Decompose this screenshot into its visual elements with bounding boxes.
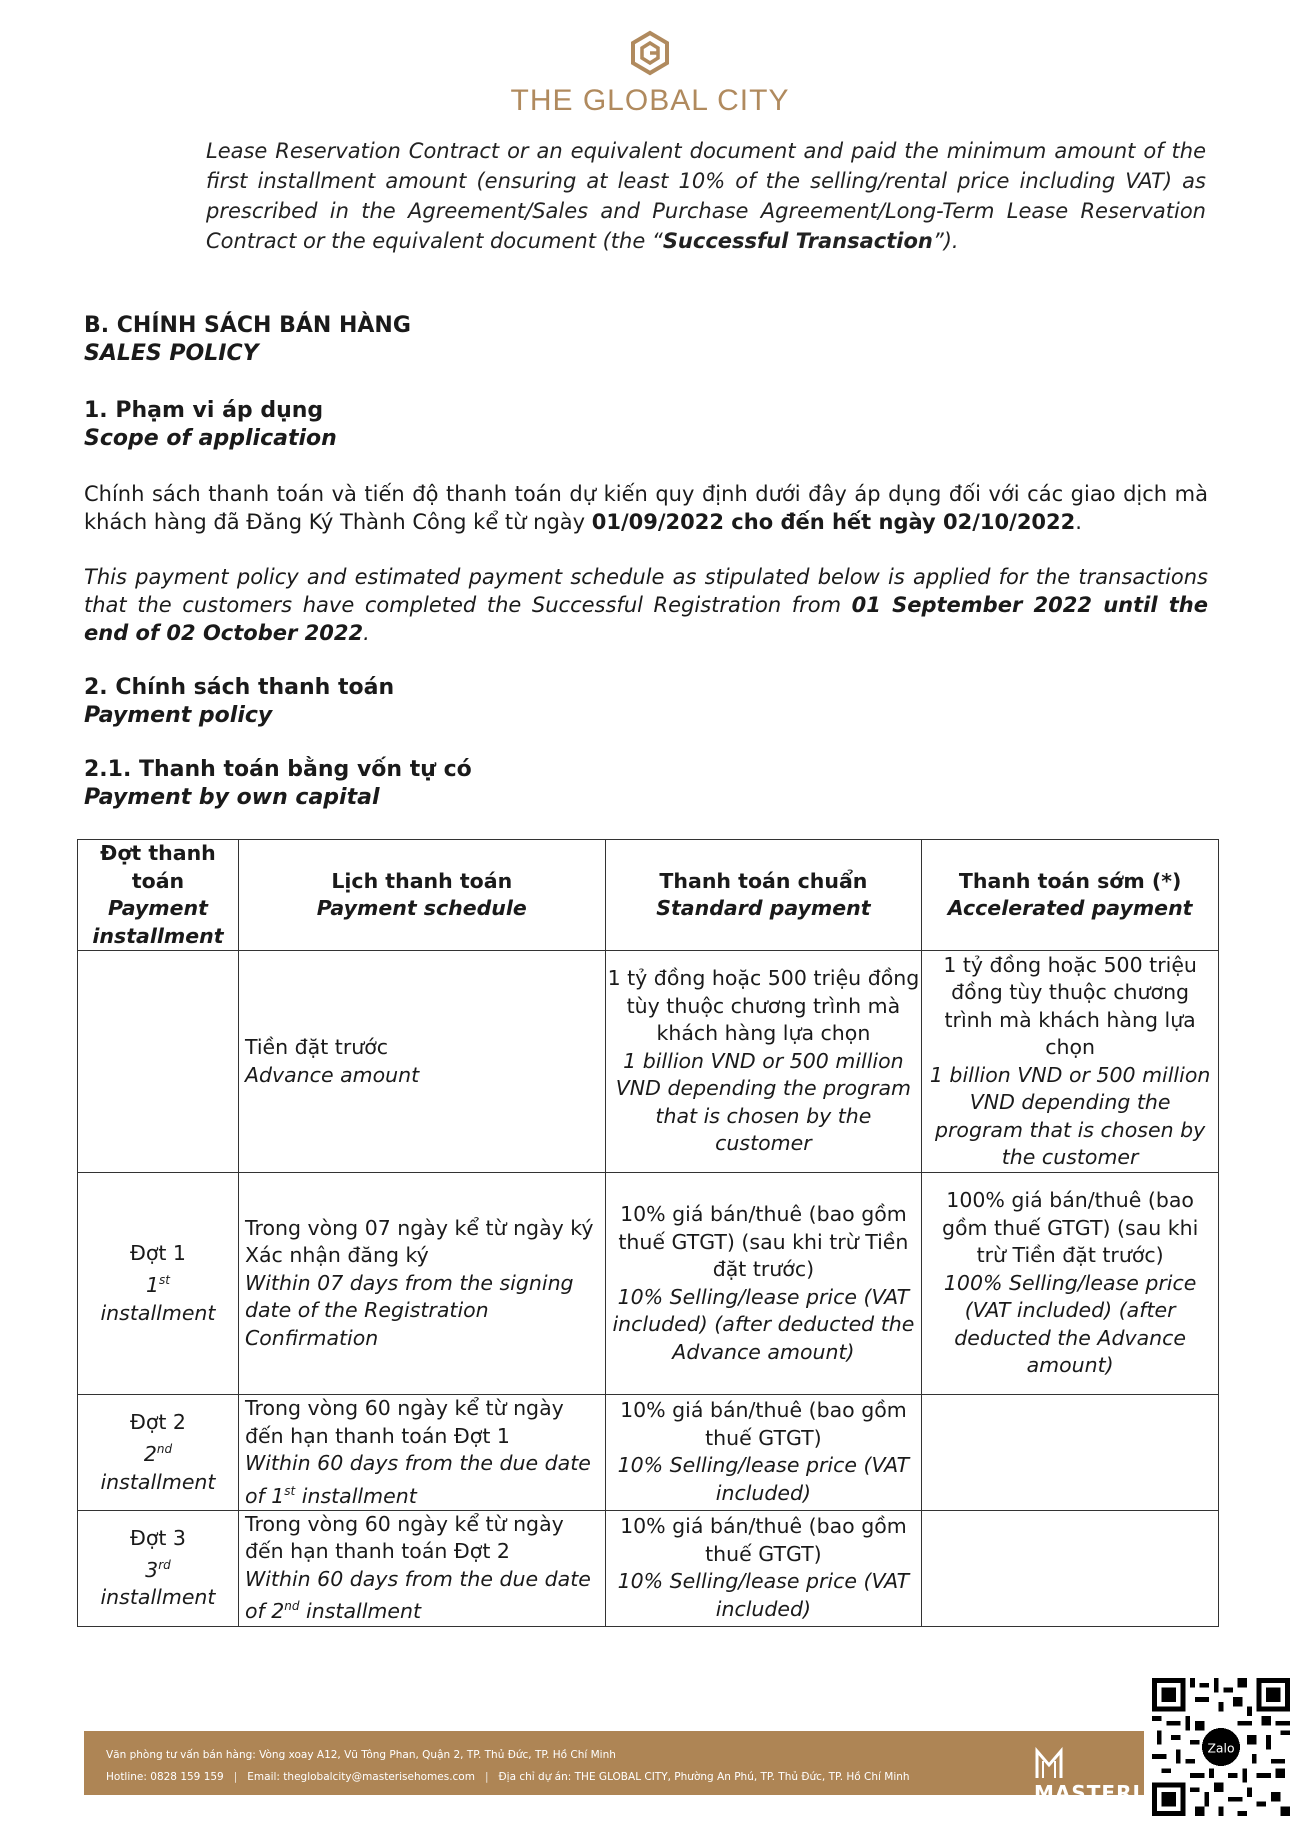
- intro-paragraph: Lease Reservation Contract or an equivalent document and paid the minimum amount of the first installment amount (ensuring at least 10% of the selling/rental price including VAT) as prescribed in the Agreement/Sales and Purchase Agreement/Long-Term Lease Reservation Contract or the equivalent document (the “Successful Transaction”).: [206, 139, 1206, 253]
- page-footer: [84, 1731, 1144, 1805]
- cell-standard: 10% giá bán/thuê (bao gồm thuế GTGT) 10% Selling/lease price (VAT included): [605, 1395, 922, 1511]
- table-row: [78, 1173, 1219, 1395]
- table-header-row: [78, 840, 1219, 951]
- own-capital-heading: [84, 756, 1208, 812]
- masteri-logo: MASTERI: [1034, 1747, 1144, 1805]
- footer-email: Email: theglobalcity@masterisehomes.com: [247, 1771, 475, 1783]
- section-b-vi: B. CHÍNH SÁCH BÁN HÀNG: [84, 313, 411, 338]
- own-capital-vi: 2.1. Thanh toán bằng vốn tự có: [84, 757, 472, 782]
- cell-schedule: Trong vòng 07 ngày kể từ ngày ký Xác nhận đăng ký Within 07 days from the signing date of the Registration Confirmation: [238, 1173, 605, 1395]
- cell-schedule: Trong vòng 60 ngày kể từ ngày đến hạn thanh toán Đợt 2 Within 60 days from the due date of 2nd installment: [238, 1510, 605, 1626]
- hexagon-logo-icon: [627, 30, 673, 76]
- cell-installment: Đợt 1 1st installment: [78, 1173, 239, 1395]
- header-accelerated: Thanh toán sớm (*) Accelerated payment: [922, 840, 1219, 951]
- footer-hotline: Hotline: 0828 159 159: [106, 1771, 224, 1783]
- header-schedule: Lịch thanh toán Payment schedule: [238, 840, 605, 951]
- cell-installment: Đợt 3 3rd installment: [78, 1510, 239, 1626]
- scope-title-vi: 1. Phạm vi áp dụng: [84, 398, 324, 423]
- cell-standard: 10% giá bán/thuê (bao gồm thuế GTGT) 10% Selling/lease price (VAT included): [605, 1510, 922, 1626]
- qr-zalo-label: Zalo: [1207, 1741, 1235, 1756]
- table-row: [78, 1510, 1219, 1626]
- qr-code[interactable]: [1152, 1678, 1290, 1816]
- cell-accelerated: [922, 1395, 1219, 1511]
- payment-table: [77, 839, 1219, 1627]
- header-standard: Thanh toán chuẩn Standard payment: [605, 840, 922, 951]
- scope-title-en: Scope of application: [84, 426, 337, 451]
- table-row: [78, 951, 1219, 1173]
- scope-text-en: This payment policy and estimated payment schedule as stipulated below is applied for the transactions that the customers have completed the Successful Registration from 01 September 2022 until the end of 02 October 2022.: [84, 565, 1208, 645]
- cell-installment: Đợt 2 2nd installment: [78, 1395, 239, 1511]
- cell-accelerated: [922, 1510, 1219, 1626]
- cell-schedule: Trong vòng 60 ngày kể từ ngày đến hạn thanh toán Đợt 1 Within 60 days from the due date of 1st installment: [238, 1395, 605, 1511]
- masteri-m-icon: [1034, 1747, 1064, 1781]
- scope-text-vi: Chính sách thanh toán và tiến độ thanh toán dự kiến quy định dưới đây áp dụng đối với các giao dịch mà khách hàng đã Đăng Ký Thành Công kể từ ngày 01/09/2022 cho đến hết ngày 02/10/2022.: [84, 482, 1208, 534]
- cell-standard: 10% giá bán/thuê (bao gồm thuế GTGT) (sau khi trừ Tiền đặt trước) 10% Selling/lease price (VAT included) (after deducted the Advance amount): [605, 1173, 922, 1395]
- footer-contacts: Hotline: 0828 159 159 | Email: theglobalcity@masterisehomes.com | Địa chỉ dự án: THE GLOBAL CITY, Phường An Phú, TP. Thủ Đức, TP. Hồ Chí Minh: [106, 1771, 910, 1783]
- section-b-en: SALES POLICY: [84, 341, 259, 366]
- own-capital-en: Payment by own capital: [84, 785, 380, 810]
- footer-office: Văn phòng tư vấn bán hàng: Vòng xoay A12, Vũ Tông Phan, Quận 2, TP. Thủ Đức, TP. Hồ Chí Minh: [106, 1749, 616, 1761]
- table-row: [78, 1395, 1219, 1511]
- brand-name: THE GLOBAL CITY: [510, 84, 790, 117]
- cell-standard: 1 tỷ đồng hoặc 500 triệu đồng tùy thuộc chương trình mà khách hàng lựa chọn 1 billion VND or 500 million VND depending the program that is chosen by the customer: [605, 951, 922, 1173]
- cell-schedule: Tiền đặt trước Advance amount: [238, 951, 605, 1173]
- cell-accelerated: 1 tỷ đồng hoặc 500 triệu đồng tùy thuộc chương trình mà khách hàng lựa chọn 1 billion VND or 500 million VND depending the program that is chosen by the customer: [922, 951, 1219, 1173]
- cell-accelerated: 100% giá bán/thuê (bao gồm thuế GTGT) (sau khi trừ Tiền đặt trước) 100% Selling/lease price (VAT included) (after deducted the Advance amount): [922, 1173, 1219, 1395]
- cell-installment: [78, 951, 239, 1173]
- section-b-heading: [84, 312, 1208, 368]
- payment-policy-vi: 2. Chính sách thanh toán: [84, 675, 395, 700]
- scope-heading: [84, 397, 1208, 453]
- page-header: [0, 30, 1300, 118]
- payment-policy-heading: [84, 674, 1208, 730]
- header-installment: Đợt thanh toán Payment installment: [78, 840, 239, 951]
- footer-address: Địa chỉ dự án: THE GLOBAL CITY, Phường An Phú, TP. Thủ Đức, TP. Hồ Chí Minh: [498, 1771, 910, 1783]
- payment-policy-en: Payment policy: [84, 703, 273, 728]
